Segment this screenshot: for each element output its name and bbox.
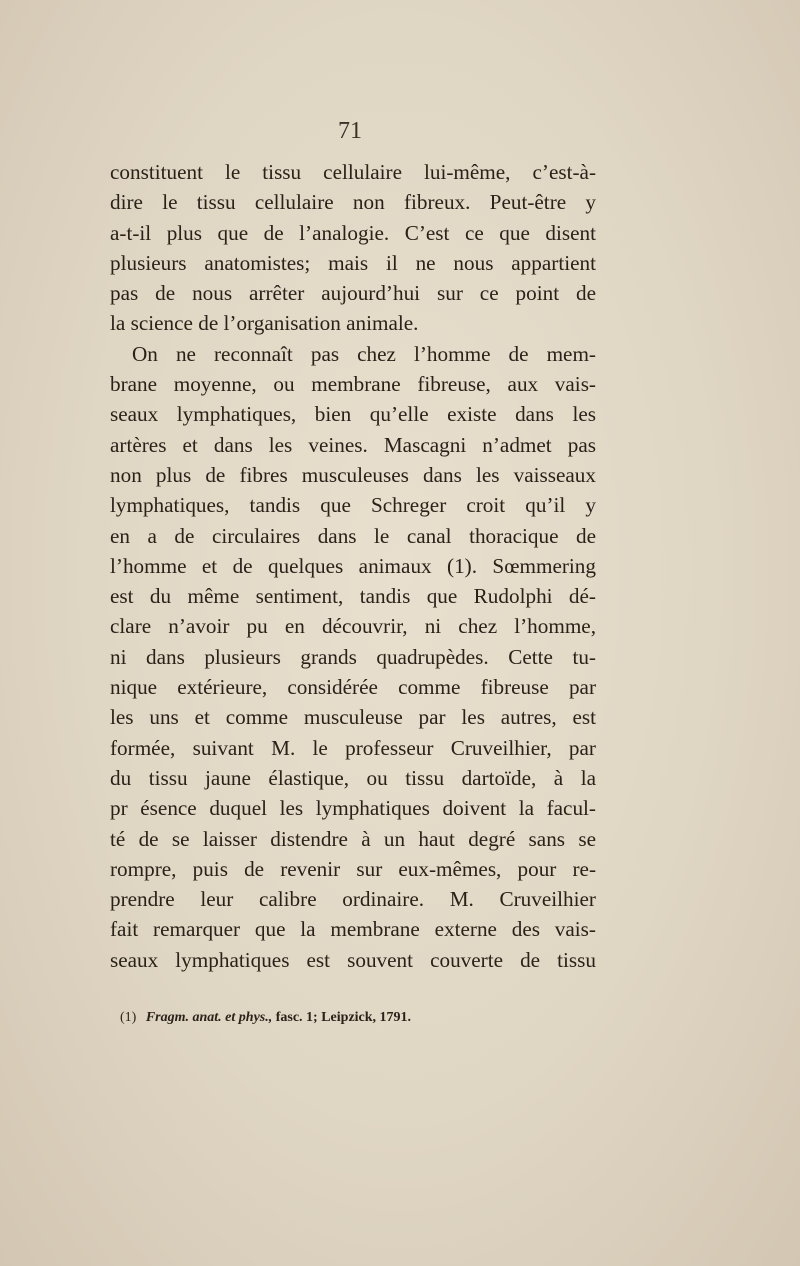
text-line: formée, suivant M. le professeur Cruveilhier, par [110, 735, 596, 760]
text-line: pas de nous arrêter aujourd’hui sur ce point de [110, 281, 596, 306]
text-line: rompre, puis de revenir sur eux-mêmes, pour re- [110, 856, 596, 881]
text-line: est du même sentiment, tandis que Rudolphi dé- [110, 584, 596, 609]
footnote [120, 1008, 590, 1028]
text-line: pr ésence duquel les lymphatiques doivent la facul- [110, 796, 596, 821]
text-line: prendre leur calibre ordinaire. M. Cruveilhier [110, 887, 596, 912]
text-line: artères et dans les veines. Mascagni n’admet pas [110, 432, 596, 457]
text-line: clare n’avoir pu en découvrir, ni chez l’homme, [110, 614, 596, 639]
text-line: du tissu jaune élastique, ou tissu dartoïde, à la [110, 765, 596, 790]
text-line: On ne reconnaît pas chez l’homme de mem- [132, 341, 596, 366]
body-text [110, 157, 596, 975]
text-line: dire le tissu cellulaire non fibreux. Peut-être y [110, 190, 596, 215]
text-line: té de se laisser distendre à un haut degré sans se [110, 826, 596, 851]
text-line: fait remarquer que la membrane externe des vais- [110, 917, 596, 942]
text-line: seaux lymphatiques est souvent couverte de tissu [110, 947, 596, 972]
footnote-marker: (1) [120, 1010, 137, 1025]
text-line: seaux lymphatiques, bien qu’elle existe dans les [110, 402, 596, 427]
text-line: les uns et comme musculeuse par les autres, est [110, 705, 596, 730]
text-line: la science de l’organisation animale. [110, 311, 419, 336]
text-line: brane moyenne, ou membrane fibreuse, aux vais- [110, 372, 596, 397]
text-line: a-t-il plus que de l’analogie. C’est ce que disent [110, 220, 596, 245]
text-line: en a de circulaires dans le canal thoracique de [110, 523, 596, 548]
page-number: 71 [338, 118, 362, 144]
text-line: lymphatiques, tandis que Schreger croit qu’il y [110, 493, 596, 518]
text-line: ni dans plusieurs grands quadrupèdes. Cette tu- [110, 644, 596, 669]
footnote-title: Fragm. anat. et phys., [145, 1010, 273, 1025]
text-line: plusieurs anatomistes; mais il ne nous appartient [110, 250, 596, 275]
text-line: l’homme et de quelques animaux (1). Sœmmering [110, 553, 596, 578]
footnote-reference: fasc. 1; Leipzick, 1791. [275, 1010, 412, 1025]
text-line: constituent le tissu cellulaire lui-même, c’est-à- [110, 160, 596, 184]
text-line: nique extérieure, considérée comme fibreuse par [110, 675, 596, 700]
text-line: non plus de fibres musculeuses dans les vaisseaux [110, 462, 596, 487]
